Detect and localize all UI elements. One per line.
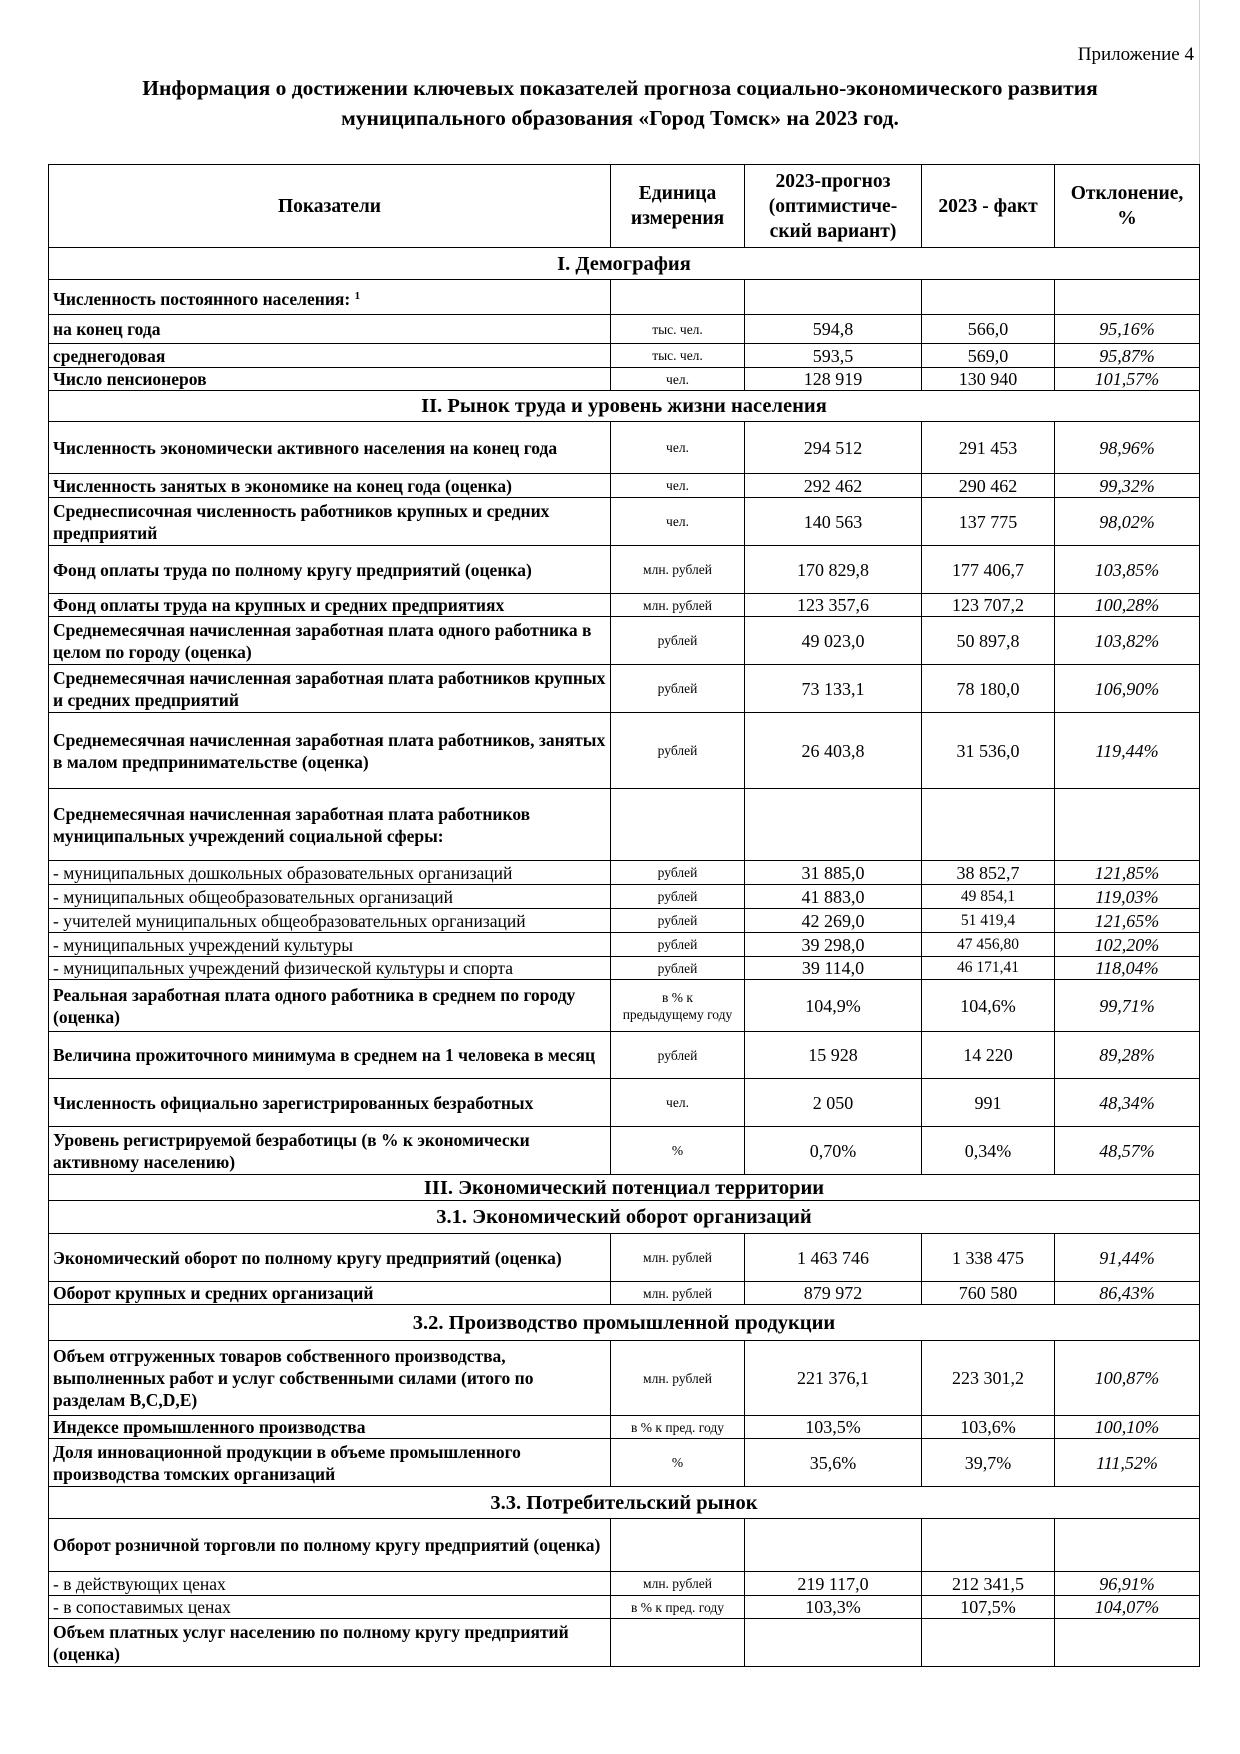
unit-line: в % к: [662, 989, 693, 1005]
section-row: [49, 1487, 1200, 1519]
fact-cell: [922, 1519, 1055, 1572]
forecast-cell: 128 919: [745, 368, 922, 391]
table-row: [49, 1032, 1200, 1079]
section-title: I. Демография: [49, 248, 1200, 280]
fact-cell: 0,34%: [922, 1127, 1055, 1175]
unit-cell: рублей: [611, 713, 745, 789]
indicator-label: - в действующих ценах: [53, 1573, 226, 1594]
indicator-cell: [49, 1596, 611, 1619]
table-row: [49, 1519, 1200, 1572]
indicator-cell: [49, 861, 611, 885]
unit-cell: млн. рублей: [611, 594, 745, 617]
section-row: [49, 1305, 1200, 1341]
indicator-label: Реальная заработная плата одного работника в среднем по городу (оценка): [53, 984, 576, 1027]
unit-cell: чел.: [611, 368, 745, 391]
deviation-cell: 100,87%: [1055, 1341, 1200, 1416]
indicator-label: на конец года: [53, 319, 161, 339]
forecast-cell: 39 114,0: [745, 957, 922, 980]
fact-cell: 291 453: [922, 422, 1055, 474]
indicator-label: Среднесписочная численность работников крупных и средних предприятий: [53, 500, 550, 543]
unit-cell: %: [611, 1439, 745, 1487]
table-row: [49, 1282, 1200, 1305]
indicator-label: Фонд оплаты труда по полному кругу предприятий (оценка): [53, 559, 532, 580]
table-row: [49, 713, 1200, 789]
table-row: [49, 1341, 1200, 1416]
indicator-cell: [49, 617, 611, 665]
unit-cell: чел.: [611, 498, 745, 546]
section-title: 3.1. Экономический оборот организаций: [49, 1201, 1200, 1234]
forecast-cell: 0,70%: [745, 1127, 922, 1175]
unit-cell: млн. рублей: [611, 1572, 745, 1596]
fact-cell: 1 338 475: [922, 1234, 1055, 1282]
indicator-cell: [49, 344, 611, 368]
unit-cell: рублей: [611, 885, 745, 909]
unit-cell: [611, 980, 745, 1032]
forecast-cell: 221 376,1: [745, 1341, 922, 1416]
fact-cell: 137 775: [922, 498, 1055, 546]
indicator-label: Оборот крупных и средних организаций: [53, 1283, 374, 1303]
forecast-cell: [745, 1619, 922, 1667]
indicator-cell: [49, 546, 611, 594]
header-unit: Единица измерения: [611, 165, 745, 248]
forecast-cell: [745, 280, 922, 315]
indicator-label: Величина прожиточного минимума в среднем на 1 человека в месяц: [53, 1045, 596, 1065]
indicator-label: Индексе промышленного производства: [53, 1417, 366, 1437]
table-row: [49, 344, 1200, 368]
deviation-cell: 100,28%: [1055, 594, 1200, 617]
indicator-cell: [49, 1619, 611, 1667]
indicator-label: Численность занятых в экономике на конец года (оценка): [53, 475, 512, 496]
deviation-cell: 111,52%: [1055, 1439, 1200, 1487]
indicator-label: - муниципальных общеобразовательных организаций: [53, 886, 454, 907]
unit-cell: чел.: [611, 1079, 745, 1127]
forecast-cell: 292 462: [745, 474, 922, 498]
table-header-row: [49, 165, 1200, 248]
indicators-table: [48, 164, 1200, 1667]
indicator-label: - учителей муниципальных общеобразовательных организаций: [53, 910, 526, 931]
indicator-cell: [49, 665, 611, 713]
indicator-label: Экономический оборот по полному кругу предприятий (оценка): [53, 1247, 562, 1268]
fact-cell: 991: [922, 1079, 1055, 1127]
header-indicator: Показатели: [49, 165, 611, 248]
forecast-cell: 294 512: [745, 422, 922, 474]
deviation-cell: 95,16%: [1055, 315, 1200, 344]
fact-cell: 130 940: [922, 368, 1055, 391]
header-deviation: Отклонение, %: [1055, 165, 1200, 248]
table-row: [49, 1596, 1200, 1619]
indicator-cell: [49, 474, 611, 498]
table-row: [49, 368, 1200, 391]
fact-cell: 78 180,0: [922, 665, 1055, 713]
indicator-label: Объем платных услуг населению по полному кругу предприятий (оценка): [53, 1621, 569, 1664]
unit-cell: рублей: [611, 861, 745, 885]
table-row: [49, 1439, 1200, 1487]
table-row: [49, 1619, 1200, 1667]
indicator-cell: [49, 1341, 611, 1416]
unit-cell: тыс. чел.: [611, 344, 745, 368]
fact-cell: 31 536,0: [922, 713, 1055, 789]
forecast-cell: 2 050: [745, 1079, 922, 1127]
deviation-cell: 118,04%: [1055, 957, 1200, 980]
indicator-label: среднегодовая: [53, 345, 166, 366]
indicator-cell: [49, 1519, 611, 1572]
table-row: [49, 1572, 1200, 1596]
table-row: [49, 546, 1200, 594]
forecast-cell: 15 928: [745, 1032, 922, 1079]
deviation-cell: 86,43%: [1055, 1282, 1200, 1305]
indicator-label: - муниципальных учреждений культуры: [53, 934, 353, 955]
table-row: [49, 957, 1200, 980]
title-line-1: Информация о достижении ключевых показателей прогноза социально-экономического развития: [142, 76, 1098, 100]
indicator-cell: [49, 933, 611, 957]
unit-cell: рублей: [611, 933, 745, 957]
indicator-cell: [49, 498, 611, 546]
deviation-cell: 48,57%: [1055, 1127, 1200, 1175]
fact-cell: [922, 1619, 1055, 1667]
forecast-cell: 594,8: [745, 315, 922, 344]
document-title: [60, 73, 1180, 133]
table-row: [49, 909, 1200, 933]
indicator-label: Объем отгруженных товаров собственного производства, выполненных работ и услуг собственными силами (итого по разделам B,C,D,E): [53, 1346, 534, 1410]
indicator-label: Среднемесячная начисленная заработная плата работников муниципальных учреждений социальной сферы:: [53, 803, 531, 846]
fact-cell: 47 456,80: [922, 933, 1055, 957]
table-row: [49, 474, 1200, 498]
unit-cell: чел.: [611, 422, 745, 474]
indicator-label: Численность официально зарегистрированных безработных: [53, 1092, 534, 1113]
unit-cell: в % к пред. году: [611, 1416, 745, 1439]
deviation-cell: 101,57%: [1055, 368, 1200, 391]
deviation-cell: 104,07%: [1055, 1596, 1200, 1619]
indicator-label: Среднемесячная начисленная заработная плата работников крупных и средних предприятий: [53, 667, 606, 710]
indicator-cell: [49, 422, 611, 474]
unit-cell: рублей: [611, 617, 745, 665]
fact-cell: 177 406,7: [922, 546, 1055, 594]
header-fact: 2023 - факт: [922, 165, 1055, 248]
fact-cell: 49 854,1: [922, 885, 1055, 909]
indicator-cell: [49, 885, 611, 909]
forecast-cell: [745, 1519, 922, 1572]
forecast-cell: 31 885,0: [745, 861, 922, 885]
fact-cell: 103,6%: [922, 1416, 1055, 1439]
forecast-cell: 1 463 746: [745, 1234, 922, 1282]
table-row: [49, 498, 1200, 546]
table-row: [49, 1079, 1200, 1127]
fact-cell: 566,0: [922, 315, 1055, 344]
table-row: [49, 885, 1200, 909]
forecast-cell: 879 972: [745, 1282, 922, 1305]
indicator-cell: [49, 1234, 611, 1282]
deviation-cell: 103,85%: [1055, 546, 1200, 594]
table-row: [49, 980, 1200, 1032]
deviation-cell: 121,65%: [1055, 909, 1200, 933]
fact-cell: 46 171,41: [922, 957, 1055, 980]
deviation-cell: [1055, 1519, 1200, 1572]
table-row: [49, 665, 1200, 713]
table-row: [49, 422, 1200, 474]
indicator-cell: [49, 1439, 611, 1487]
indicator-cell: [49, 957, 611, 980]
page-edge-rule: [1199, 0, 1200, 170]
unit-cell: рублей: [611, 665, 745, 713]
footnote-marker: 1: [354, 289, 361, 302]
forecast-cell: 42 269,0: [745, 909, 922, 933]
section-row: [49, 1201, 1200, 1234]
unit-cell: чел.: [611, 474, 745, 498]
fact-cell: 123 707,2: [922, 594, 1055, 617]
forecast-cell: 140 563: [745, 498, 922, 546]
fact-cell: 51 419,4: [922, 909, 1055, 933]
unit-cell: в % к пред. году: [611, 1596, 745, 1619]
forecast-cell: 170 829,8: [745, 546, 922, 594]
deviation-cell: 103,82%: [1055, 617, 1200, 665]
forecast-cell: 41 883,0: [745, 885, 922, 909]
fact-cell: 107,5%: [922, 1596, 1055, 1619]
indicator-label: - муниципальных дошкольных образовательных организаций: [53, 862, 513, 883]
section-row: [49, 1175, 1200, 1201]
unit-cell: [611, 280, 745, 315]
indicator-cell: [49, 594, 611, 617]
unit-cell: %: [611, 1127, 745, 1175]
indicator-label: - муниципальных учреждений физической культуры и спорта: [53, 958, 513, 978]
forecast-cell: 26 403,8: [745, 713, 922, 789]
forecast-cell: 123 357,6: [745, 594, 922, 617]
indicator-cell: [49, 713, 611, 789]
unit-cell: рублей: [611, 1032, 745, 1079]
table-row: [49, 933, 1200, 957]
deviation-cell: 100,10%: [1055, 1416, 1200, 1439]
fact-cell: 38 852,7: [922, 861, 1055, 885]
indicator-label: Среднемесячная начисленная заработная плата работников, занятых в малом предпринимательстве (оценка): [53, 729, 606, 772]
forecast-cell: 103,3%: [745, 1596, 922, 1619]
deviation-cell: 91,44%: [1055, 1234, 1200, 1282]
deviation-cell: 96,91%: [1055, 1572, 1200, 1596]
fact-cell: 760 580: [922, 1282, 1055, 1305]
fact-cell: [922, 789, 1055, 861]
indicator-cell: [49, 980, 611, 1032]
indicator-cell: [49, 368, 611, 391]
deviation-cell: [1055, 1619, 1200, 1667]
unit-cell: [611, 789, 745, 861]
forecast-cell: 219 117,0: [745, 1572, 922, 1596]
table-row: [49, 315, 1200, 344]
unit-line: предыдущему году: [622, 1006, 733, 1022]
table-row: [49, 1416, 1200, 1439]
table-body: [49, 248, 1200, 1667]
section-row: [49, 391, 1200, 422]
table-row: [49, 789, 1200, 861]
forecast-cell: 39 298,0: [745, 933, 922, 957]
deviation-cell: [1055, 789, 1200, 861]
deviation-cell: 98,02%: [1055, 498, 1200, 546]
title-line-2: муниципального образования «Город Томск» на 2023 год.: [341, 106, 899, 130]
unit-cell: [611, 1519, 745, 1572]
indicator-label: Уровень регистрируемой безработицы (в % к экономически активному населению): [53, 1129, 530, 1172]
indicator-label: Численность экономически активного населения на конец года: [53, 437, 558, 458]
indicator-cell: [49, 1127, 611, 1175]
header-forecast: 2023-прогноз (оптимистиче- ский вариант): [745, 165, 922, 248]
section-title: III. Экономический потенциал территории: [49, 1175, 1200, 1201]
table-row: [49, 280, 1200, 315]
fact-cell: 212 341,5: [922, 1572, 1055, 1596]
unit-cell: рублей: [611, 957, 745, 980]
indicator-cell: [49, 1282, 611, 1305]
appendix-label: Приложение 4: [1077, 44, 1194, 65]
table-row: [49, 617, 1200, 665]
fact-cell: 290 462: [922, 474, 1055, 498]
deviation-cell: 102,20%: [1055, 933, 1200, 957]
table-row: [49, 1127, 1200, 1175]
fact-cell: 39,7%: [922, 1439, 1055, 1487]
deviation-cell: 98,96%: [1055, 422, 1200, 474]
indicator-cell: [49, 909, 611, 933]
indicator-label: Число пенсионеров: [53, 369, 207, 389]
indicator-cell: [49, 1032, 611, 1079]
deviation-cell: 119,03%: [1055, 885, 1200, 909]
forecast-cell: 35,6%: [745, 1439, 922, 1487]
unit-cell: млн. рублей: [611, 1234, 745, 1282]
indicator-cell: [49, 280, 611, 315]
unit-cell: млн. рублей: [611, 546, 745, 594]
deviation-cell: 99,71%: [1055, 980, 1200, 1032]
table-row: [49, 594, 1200, 617]
indicator-label: Численность постоянного населения:: [53, 288, 351, 309]
unit-cell: млн. рублей: [611, 1341, 745, 1416]
indicator-cell: [49, 1572, 611, 1596]
table-row: [49, 861, 1200, 885]
fact-cell: 50 897,8: [922, 617, 1055, 665]
indicator-cell: [49, 1416, 611, 1439]
unit-cell: млн. рублей: [611, 1282, 745, 1305]
deviation-cell: 95,87%: [1055, 344, 1200, 368]
forecast-cell: [745, 789, 922, 861]
indicator-cell: [49, 789, 611, 861]
indicator-label: Доля инновационной продукции в объеме промышленного производства томских организаций: [53, 1441, 521, 1484]
section-row: [49, 248, 1200, 280]
section-title: 3.2. Производство промышленной продукции: [49, 1305, 1200, 1341]
fact-cell: 569,0: [922, 344, 1055, 368]
fact-cell: 104,6%: [922, 980, 1055, 1032]
section-title: II. Рынок труда и уровень жизни населения: [49, 391, 1200, 422]
indicator-label: - в сопоставимых ценах: [53, 1597, 231, 1617]
forecast-cell: 73 133,1: [745, 665, 922, 713]
unit-cell: [611, 1619, 745, 1667]
deviation-cell: 89,28%: [1055, 1032, 1200, 1079]
deviation-cell: 106,90%: [1055, 665, 1200, 713]
indicator-cell: [49, 315, 611, 344]
deviation-cell: [1055, 280, 1200, 315]
table-row: [49, 1234, 1200, 1282]
deviation-cell: 99,32%: [1055, 474, 1200, 498]
fact-cell: [922, 280, 1055, 315]
fact-cell: 223 301,2: [922, 1341, 1055, 1416]
fact-cell: 14 220: [922, 1032, 1055, 1079]
unit-cell: тыс. чел.: [611, 315, 745, 344]
forecast-cell: 103,5%: [745, 1416, 922, 1439]
forecast-cell: 593,5: [745, 344, 922, 368]
forecast-cell: 104,9%: [745, 980, 922, 1032]
indicator-label: Фонд оплаты труда на крупных и средних предприятиях: [53, 595, 505, 615]
indicator-label: Оборот розничной торговли по полному кругу предприятий (оценка): [53, 1535, 601, 1555]
deviation-cell: 121,85%: [1055, 861, 1200, 885]
deviation-cell: 119,44%: [1055, 713, 1200, 789]
deviation-cell: 48,34%: [1055, 1079, 1200, 1127]
indicator-cell: [49, 1079, 611, 1127]
forecast-cell: 49 023,0: [745, 617, 922, 665]
indicator-label: Среднемесячная начисленная заработная плата одного работника в целом по городу (оценка): [53, 619, 592, 662]
section-title: 3.3. Потребительский рынок: [49, 1487, 1200, 1519]
unit-cell: рублей: [611, 909, 745, 933]
